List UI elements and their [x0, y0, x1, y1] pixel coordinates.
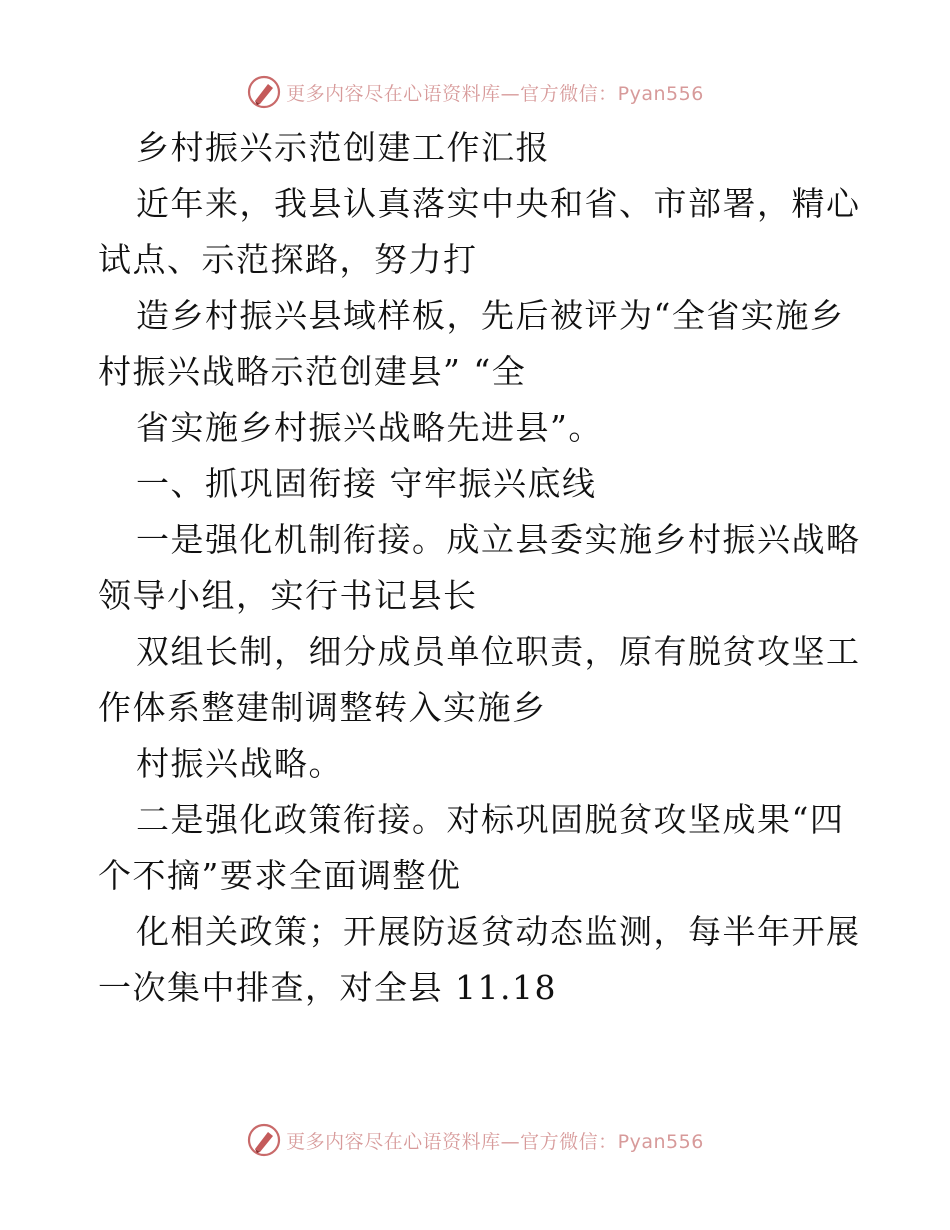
pen-logo-icon	[246, 1122, 282, 1158]
header-watermark	[0, 72, 950, 112]
text-line: 一是强化机制衔接。成立县委实施乡村振兴战略	[136, 520, 861, 559]
footer-watermark	[0, 1120, 950, 1160]
text-line: 领导小组，实行书记县长	[98, 576, 478, 615]
text-line: 二是强化政策衔接。对标巩固脱贫攻坚成果“四	[136, 800, 845, 839]
text-line: 一次集中排查，对全县 11.18	[98, 968, 557, 1007]
text-line: 省实施乡村振兴战略先进县”。	[136, 408, 603, 447]
text-line: 村振兴战略。	[136, 744, 343, 783]
document-body	[98, 120, 861, 1016]
pen-logo-icon	[246, 74, 282, 110]
text-line: 造乡村振兴县域样板，先后被评为“全省实施乡	[136, 296, 845, 335]
document-title: 乡村振兴示范创建工作汇报	[136, 128, 550, 167]
text-line: 作体系整建制调整转入实施乡	[98, 688, 547, 727]
text-line: 个不摘”要求全面调整优	[98, 856, 462, 895]
text-line: 双组长制，细分成员单位职责，原有脱贫攻坚工	[136, 632, 861, 671]
text-line: 近年来，我县认真落实中央和省、市部署，精心	[136, 184, 861, 223]
watermark-text: 更多内容尽在心语资料库—官方微信：Pyan556	[286, 82, 704, 105]
text-line: 化相关政策；开展防返贫动态监测，每半年开展	[136, 912, 861, 951]
text-line: 试点、示范探路，努力打	[98, 240, 478, 279]
watermark-text: 更多内容尽在心语资料库—官方微信：Pyan556	[286, 1130, 704, 1153]
text-line: 一、抓巩固衔接 守牢振兴底线	[136, 464, 597, 503]
text-line: 村振兴战略示范创建县” “全	[98, 352, 527, 391]
